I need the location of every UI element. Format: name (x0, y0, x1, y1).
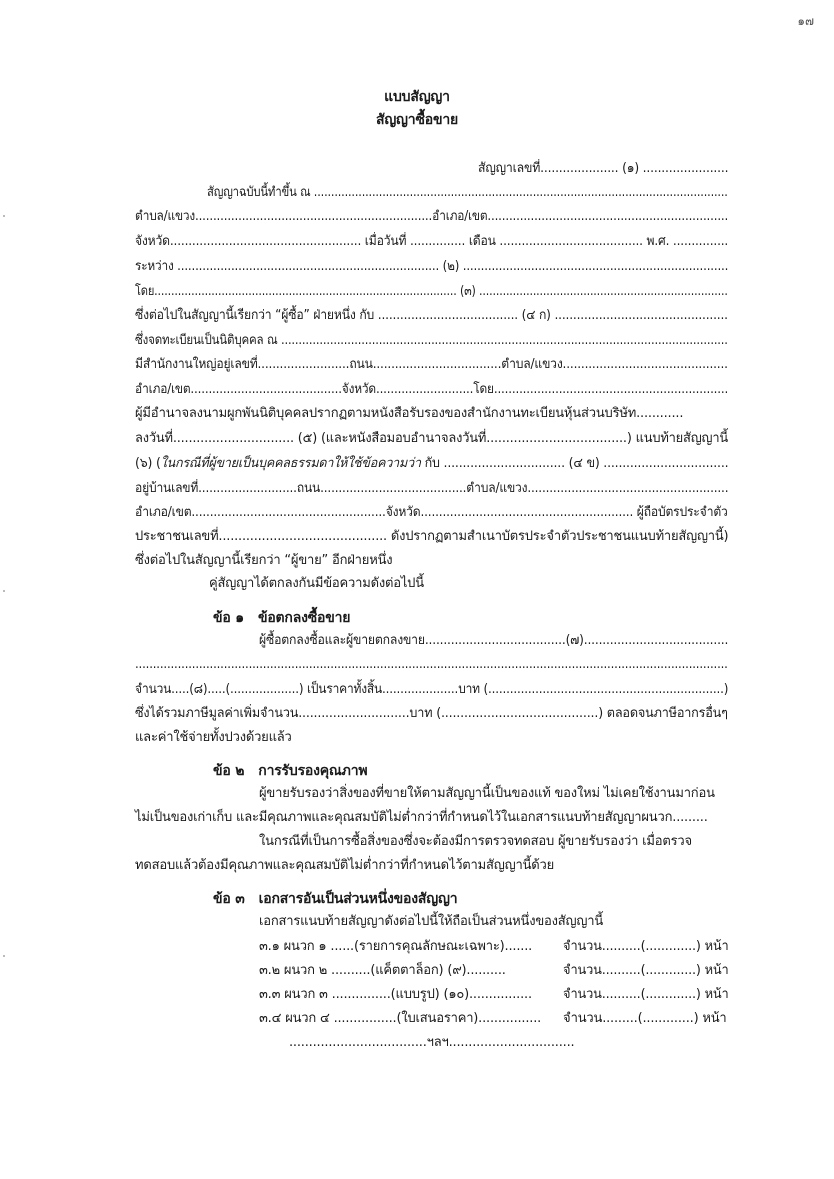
id-card-holder-line: อำเภอ/เขต.....................................................จังหวัด.......................................................... ผู้ถือบัตรประจำตัว (135, 505, 728, 520)
clause-3-heading: ข้อ ๓ เอกสารอันเป็นส่วนหนึ่งของสัญญา (213, 891, 458, 907)
clause-2-heading: ข้อ ๒ การรับรองคุณภาพ (213, 763, 368, 779)
page-mark: ๑๗ (797, 14, 814, 28)
clause-2-line-4: ทดสอบแล้วต้องมีคุณภาพและคุณสมบัติไม่ต่ำกว่าที่กำหนดไว้ตามสัญญานี้ด้วย (135, 858, 555, 873)
seller-called-line: ซึ่งต่อไปในสัญญานี้เรียกว่า “ผู้ขาย” อีกฝ่ายหนึ่ง (135, 553, 393, 568)
etc-line: ...................................ฯลฯ................................ (289, 1035, 575, 1050)
document-subtitle: สัญญาซื้อขาย (375, 112, 458, 128)
house-number-line: อยู่บ้านเลขที่...........................ถนน........................................ตำบล/แขวง....................................................... (135, 481, 729, 496)
contract-number-line: สัญญาเลขที่..................... (๑) ....................... (478, 161, 729, 176)
individual-seller-fill: กับ ................................ (๔ ข) ................................. (420, 456, 729, 471)
by-line: โดย.......................................................................................... (๓) .......................................................................... (135, 284, 728, 299)
contract-place-line: สัญญาฉบับนี้ทำขึ้น ณ ......................................................................................................................... (207, 185, 728, 200)
margin-mark (3, 955, 5, 957)
clause-1-line-3: จำนวน.....(๘).....(...................) เป็นราคาทั้งสิ้น.....................บาท (.................................................................) (135, 682, 729, 697)
clause-2-line-2: ไม่เป็นของเก่าเก็บ และมีคุณภาพและคุณสมบัติไม่ต่ำกว่าที่กำหนดไว้ในเอกสารแนบท้ายสัญญาผนวก......... (135, 810, 708, 825)
dated-line: ลงวันที่............................... (๕) (และหนังสือมอบอำนาจลงวันที่....................................) แนบท้ายสัญญานี้ (135, 431, 729, 446)
annex-item-pages: จำนวน..........(.............) หน้า (563, 987, 729, 1002)
annex-item-pages: จำนวน..........(.............) หน้า (563, 939, 729, 954)
juristic-registration-line: ซึ่งจดทะเบียนเป็นนิติบุคคล ณ ................................................................................................................................ (135, 333, 728, 348)
clause-1-line-5: และค่าใช้จ่ายทั้งปวงด้วยแล้ว (135, 730, 292, 745)
clause-3-intro: เอกสารแนบท้ายสัญญาดังต่อไปนี้ให้ถือเป็นส่วนหนึ่งของสัญญานี้ (259, 914, 604, 929)
annex-item-left: ๓.๓ ผนวก ๓ ...............(แบบรูป) (๑๐)................ (259, 987, 532, 1002)
authority-line: ผู้มีอำนาจลงนามผูกพันนิติบุคคลปรากฏตามหนังสือรับรองของสำนักงานทะเบียนหุ้นส่วนบริษัท............ (135, 406, 684, 421)
between-line: ระหว่าง ......................................................................... (๒) .......................................................................... (135, 259, 729, 274)
buyer-seller-line: ซึ่งต่อไปในสัญญานี้เรียกว่า “ผู้ซื้อ” ฝ่ายหนึ่ง กับ ...................................... (๔ ก) ............................................... (135, 308, 728, 323)
clause-1-line-2: ....................................................................................................................................................................... (135, 657, 728, 672)
head-office-line: มีสำนักงานใหญ่อยู่เลขที่.........................ถนน...................................ตำบล/แขวง............................................. (135, 357, 728, 372)
annex-item-left: ๓.๑ ผนวก ๑ ......(รายการคุณลักษณะเฉพาะ)....... (259, 939, 533, 954)
annex-item-left: ๓.๒ ผนวก ๒ ..........(แค็ตตาล็อก) (๙).......... (259, 963, 506, 978)
annex-item-pages: จำนวน.........(.............) หน้า (563, 1011, 727, 1026)
individual-seller-line (135, 455, 728, 473)
clause-1-line-1: ผู้ซื้อตกลงซื้อและผู้ขายตกลงขาย......................................(๗)....................................... (259, 633, 729, 648)
clause-1-heading: ข้อ ๑ ข้อตกลงซื้อขาย (213, 610, 351, 626)
note-number: (๖) ( (135, 456, 161, 471)
clause-1-line-4: ซึ่งได้รวมภาษีมูลค่าเพิ่มจำนวน.............................บาท (.........................................) ตลอดจนภาษีอากรอื่นๆ (135, 706, 728, 721)
district-province-line: อำเภอ/เขต..........................................จังหวัด...........................โดย................................................................. (135, 382, 729, 397)
annex-item-pages: จำนวน..........(.............) หน้า (563, 963, 729, 978)
clause-2-line-1: ผู้ขายรับรองว่าสิ่งของที่ขายให้ตามสัญญานี้เป็นของแท้ ของใหม่ ไม่เคยใช้งานมาก่อน (259, 786, 715, 801)
agreement-intro-line: คู่สัญญาได้ตกลงกันมีข้อความดังต่อไปนี้ (209, 576, 424, 591)
document-title: แบบสัญญา (384, 89, 450, 105)
id-number-line: ประชาชนเลขที่........................................... ดังปรากฏตามสำเนาบัตรประจำตัวประชาชนแนบท้ายสัญญานี้) (135, 529, 729, 544)
province-date-line: จังหวัด.................................................... เมื่อวันที่ ............... เดือน ....................................... พ.ศ. ............... (135, 234, 729, 249)
margin-mark (3, 215, 5, 217)
subdistrict-line: ตำบล/แขวง..................................................................อำเภอ/เขต................................................................... (135, 209, 729, 224)
margin-mark (3, 590, 5, 592)
individual-seller-note: ในกรณีที่ผู้ขายเป็นบุคคลธรรมดาให้ใช้ข้อความว่า (160, 456, 421, 471)
annex-item-left: ๓.๔ ผนวก ๔ ................(ใบเสนอราคา)................ (259, 1011, 542, 1026)
clause-2-line-3: ในกรณีที่เป็นการซื้อสิ่งของซึ่งจะต้องมีการตรวจทดสอบ ผู้ขายรับรองว่า เมื่อตรวจ (259, 834, 692, 849)
